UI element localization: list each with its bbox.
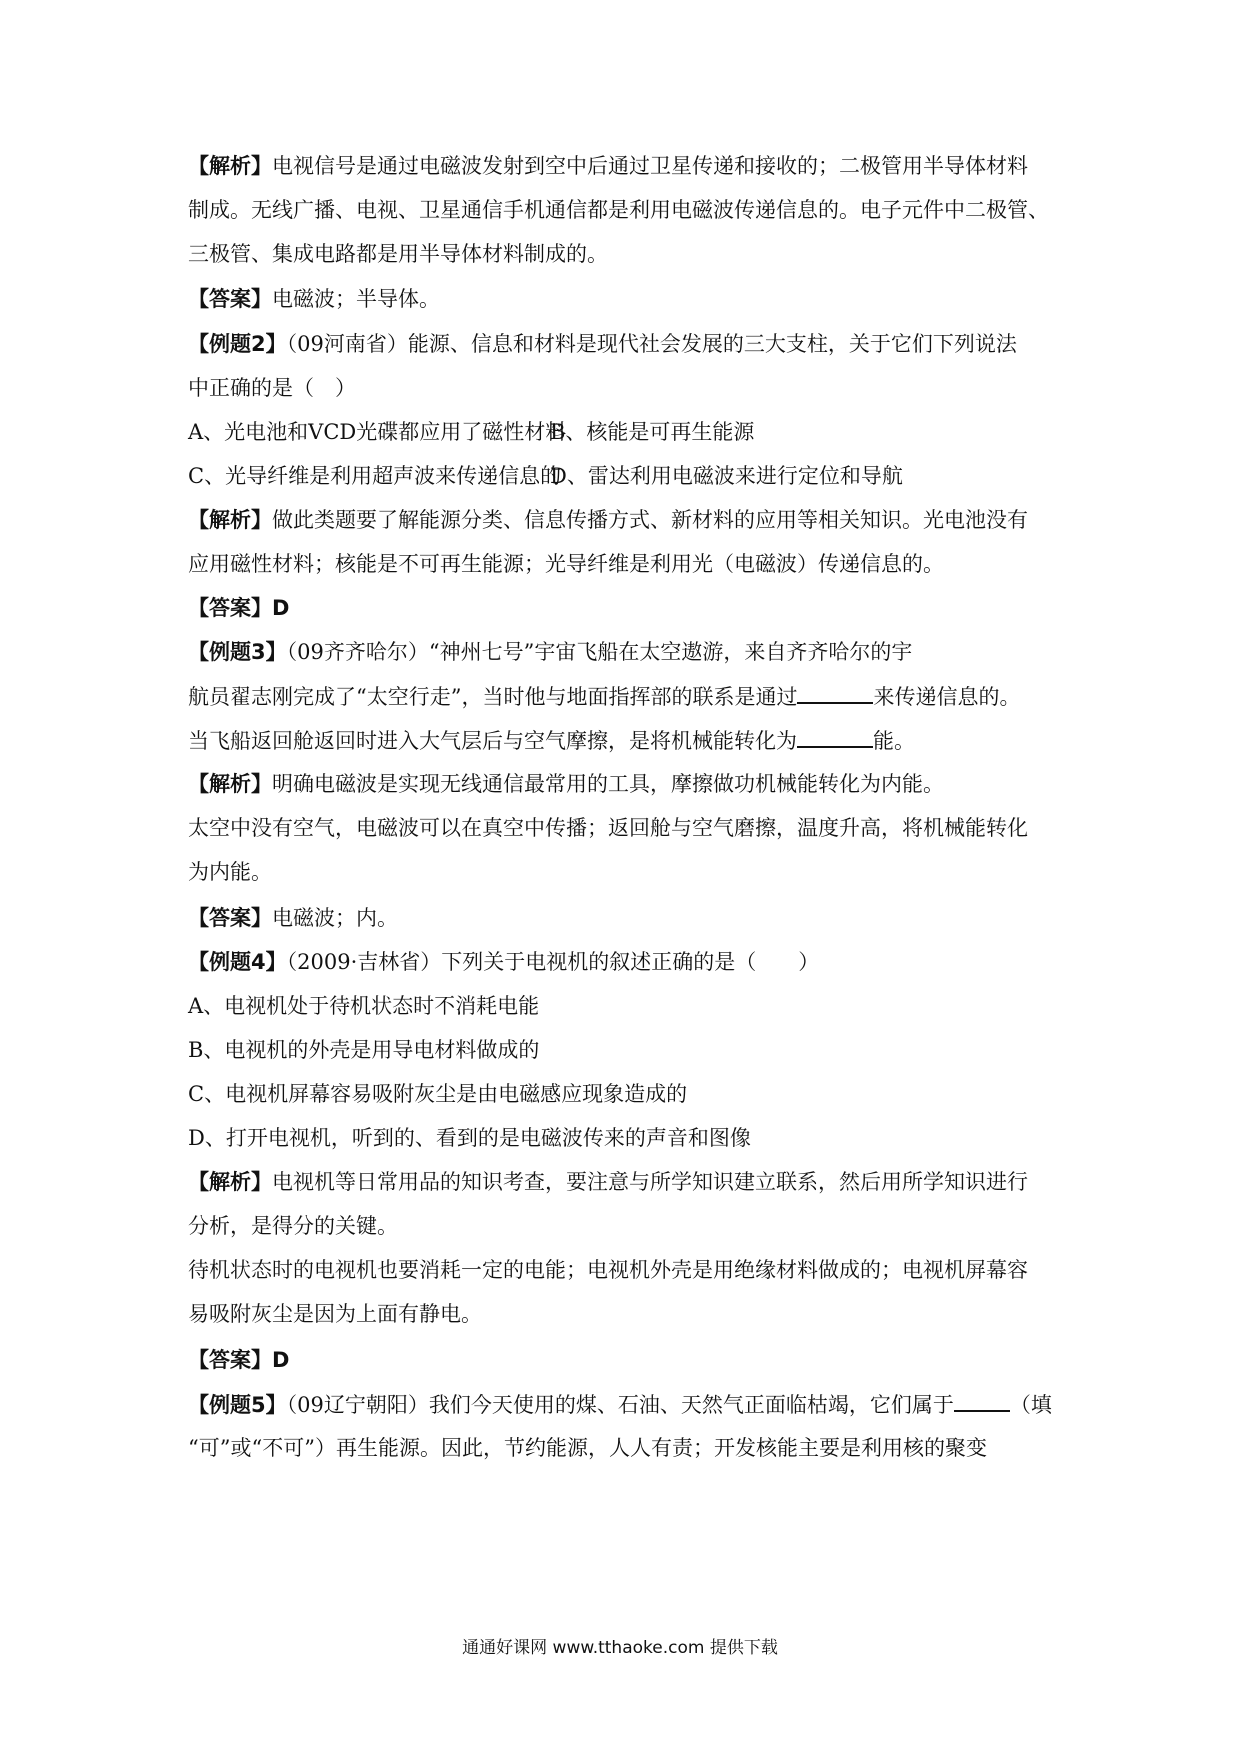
answer-tag: 【答案】 <box>188 1348 272 1372</box>
q2-option-d: D、雷达利用电磁波来进行定位和导航 <box>550 464 903 488</box>
example-tag: 【例题4】 <box>188 950 287 974</box>
q2-option-a: A、光电池和VCD光碟都应用了磁性材料 <box>188 420 567 444</box>
analysis-tag: 【解析】 <box>188 508 272 532</box>
q4-option-b: B、电视机的外壳是用导电材料做成的 <box>188 1038 540 1062</box>
q3-stem-line-1: 【例题3】（09齐齐哈尔）“神州七号”宇宙飞船在太空遨游，来自齐齐哈尔的宇 <box>188 640 913 664</box>
q2-stem-line-2: 中正确的是（ ） <box>188 376 356 400</box>
q5-stem-line-1: 【例题5】（09辽宁朝阳）我们今天使用的煤、石油、天然气正面临枯竭，它们属于 （填 <box>188 1390 1052 1419</box>
q3-stem-line-3: 当飞船返回舱返回时进入大气层后与空气摩擦，是将机械能转化为 能。 <box>188 726 915 755</box>
q2-answer: 【答案】D <box>188 596 290 620</box>
q3-answer: 【答案】电磁波；内。 <box>188 906 398 930</box>
q2-analysis-line-2: 应用磁性材料；核能是不可再生能源；光导纤维是利用光（电磁波）传递信息的。 <box>188 552 944 576</box>
example-tag: 【例题5】 <box>188 1393 287 1417</box>
q4-answer: 【答案】D <box>188 1348 290 1372</box>
q3-stem-line-2: 航员翟志刚完成了“太空行走”，当时他与地面指挥部的联系是通过 来传递信息的。 <box>188 682 1020 711</box>
q1-analysis-line-3: 三极管、集成电路都是用半导体材料制成的。 <box>188 242 608 266</box>
q4-stem-line-1: 【例题4】（2009·吉林省）下列关于电视机的叙述正确的是（ ） <box>188 950 820 974</box>
q5-stem-line-2: “可”或“不可”）再生能源。因此，节约能源，人人有责；开发核能主要是利用核的聚变 <box>188 1436 987 1460</box>
q3-analysis-line-2: 太空中没有空气，电磁波可以在真空中传播；返回舱与空气磨擦，温度升高，将机械能转化 <box>188 816 1028 840</box>
page-footer: 通通好课网 www.tthaoke.com 提供下载 <box>462 1638 778 1658</box>
answer-tag: 【答案】 <box>188 287 272 311</box>
q4-analysis-line-2: 分析，是得分的关键。 <box>188 1214 398 1238</box>
q2-option-b: B、核能是可再生能源 <box>550 420 755 444</box>
analysis-tag: 【解析】 <box>188 772 272 796</box>
q2-stem-line-1: 【例题2】（09河南省）能源、信息和材料是现代社会发展的三大支柱，关于它们下列说法 <box>188 332 1017 356</box>
q4-option-a: A、电视机处于待机状态时不消耗电能 <box>188 994 540 1018</box>
fill-blank <box>797 682 873 704</box>
q4-analysis-line-4: 易吸附灰尘是因为上面有静电。 <box>188 1302 482 1326</box>
q1-analysis-line-2: 制成。无线广播、电视、卫星通信手机通信都是利用电磁波传递信息的。电子元件中二极管、 <box>188 198 1049 222</box>
q4-option-c: C、电视机屏幕容易吸附灰尘是由电磁感应现象造成的 <box>188 1082 688 1106</box>
q2-analysis-line-1: 【解析】做此类题要了解能源分类、信息传播方式、新材料的应用等相关知识。光电池没有 <box>188 508 1028 532</box>
q1-answer: 【答案】电磁波；半导体。 <box>188 287 440 311</box>
answer-tag: 【答案】 <box>188 596 272 620</box>
fill-blank <box>954 1390 1010 1412</box>
example-tag: 【例题3】 <box>188 640 287 664</box>
analysis-tag: 【解析】 <box>188 154 272 178</box>
q4-analysis-line-1: 【解析】电视机等日常用品的知识考查，要注意与所学知识建立联系，然后用所学知识进行 <box>188 1170 1028 1194</box>
q4-option-d: D、打开电视机，听到的、看到的是电磁波传来的声音和图像 <box>188 1126 751 1150</box>
q1-analysis-line-1: 【解析】电视信号是通过电磁波发射到空中后通过卫星传递和接收的；二极管用半导体材料 <box>188 154 1028 178</box>
q2-option-c: C、光导纤维是利用超声波来传递信息的 <box>188 464 562 488</box>
fill-blank <box>797 726 873 748</box>
example-tag: 【例题2】 <box>188 332 287 356</box>
analysis-tag: 【解析】 <box>188 1170 272 1194</box>
q4-analysis-line-3: 待机状态时的电视机也要消耗一定的电能；电视机外壳是用绝缘材料做成的；电视机屏幕容 <box>188 1258 1028 1282</box>
q3-analysis-line-1: 【解析】明确电磁波是实现无线通信最常用的工具，摩擦做功机械能转化为内能。 <box>188 772 944 796</box>
answer-tag: 【答案】 <box>188 906 272 930</box>
q3-analysis-line-3: 为内能。 <box>188 860 272 884</box>
